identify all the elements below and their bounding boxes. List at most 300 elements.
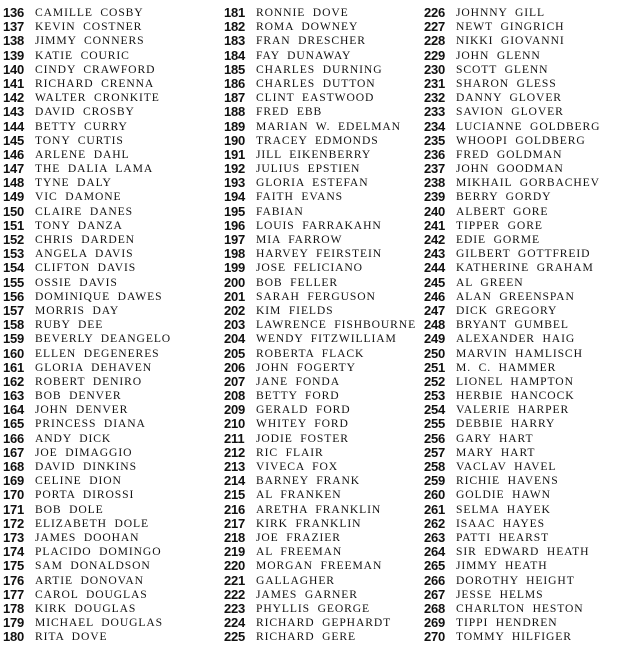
entry-name: FAITH EVANS bbox=[256, 190, 344, 204]
entry-name: GARY HART bbox=[456, 431, 534, 445]
entry-number: 192 bbox=[224, 161, 246, 177]
list-item bbox=[3, 602, 213, 616]
list-item bbox=[224, 105, 424, 119]
list-item bbox=[3, 304, 213, 318]
list-item bbox=[424, 105, 631, 119]
list-item bbox=[224, 276, 424, 290]
entry-number: 196 bbox=[224, 217, 246, 233]
entry-number: 168 bbox=[3, 459, 25, 474]
entry-name: KEVIN COSTNER bbox=[35, 20, 143, 34]
entry-name: PRINCESS DIANA bbox=[35, 417, 146, 431]
entry-number: 204 bbox=[224, 331, 246, 347]
entry-name: JAMES GARNER bbox=[256, 587, 358, 601]
entry-name: KIRK DOUGLAS bbox=[35, 601, 137, 615]
entry-name: CHARLTON HESTON bbox=[456, 601, 584, 615]
entry-number: 150 bbox=[3, 203, 25, 219]
entry-number: 270 bbox=[424, 629, 446, 645]
entry-number: 197 bbox=[224, 232, 246, 247]
list-item bbox=[3, 488, 213, 502]
list-item bbox=[3, 120, 213, 134]
entry-name: GLORIA DEHAVEN bbox=[35, 360, 152, 374]
entry-name: OSSIE DAVIS bbox=[35, 275, 118, 289]
entry-name: AL GREEN bbox=[456, 275, 524, 289]
entry-name: JOE DIMAGGIO bbox=[35, 445, 133, 459]
entry-name: BEVERLY DEANGELO bbox=[35, 332, 172, 346]
entry-number: 173 bbox=[3, 529, 25, 545]
list-item bbox=[224, 34, 424, 48]
entry-number: 171 bbox=[3, 501, 25, 517]
entry-name: WHOOPI GOLDBERG bbox=[456, 133, 586, 147]
entry-name: DICK GREGORY bbox=[456, 303, 558, 317]
entry-number: 245 bbox=[424, 274, 446, 290]
entry-number: 220 bbox=[224, 558, 246, 574]
entry-name: BETTY FORD bbox=[256, 389, 340, 403]
list-item bbox=[224, 49, 424, 63]
entry-name: JODIE FOSTER bbox=[256, 431, 349, 445]
entry-number: 226 bbox=[424, 5, 446, 20]
list-item bbox=[3, 616, 213, 630]
entry-name: DAVID DINKINS bbox=[35, 460, 137, 473]
entry-name: WHITEY FORD bbox=[256, 417, 349, 431]
entry-number: 193 bbox=[224, 175, 246, 191]
entry-name: JIMMY CONNERS bbox=[35, 34, 145, 48]
entry-number: 174 bbox=[3, 544, 25, 560]
list-item bbox=[3, 261, 213, 275]
entry-number: 186 bbox=[224, 75, 246, 91]
list-item bbox=[224, 120, 424, 134]
list-item bbox=[224, 148, 424, 162]
entry-number: 202 bbox=[224, 302, 246, 318]
entry-number: 231 bbox=[424, 75, 446, 91]
list-item bbox=[424, 417, 631, 431]
list-item bbox=[224, 417, 424, 431]
entry-number: 234 bbox=[424, 118, 446, 134]
entry-name: SIR EDWARD HEATH bbox=[456, 545, 590, 559]
entry-name: BOB DOLE bbox=[35, 502, 104, 516]
list-item bbox=[424, 432, 631, 446]
entry-number: 185 bbox=[224, 61, 246, 77]
entry-number: 140 bbox=[3, 61, 25, 77]
list-item bbox=[424, 403, 631, 417]
list-item bbox=[224, 474, 424, 488]
entry-name: JOE FRAZIER bbox=[256, 530, 341, 544]
entry-number: 211 bbox=[224, 430, 245, 446]
entry-name: MICHAEL DOUGLAS bbox=[35, 616, 163, 630]
entry-name: HARVEY FEIRSTEIN bbox=[256, 247, 383, 261]
list-item bbox=[424, 517, 631, 531]
entry-name: LAWRENCE FISHBOURNE bbox=[256, 318, 417, 332]
entry-number: 222 bbox=[224, 586, 246, 602]
list-item bbox=[424, 261, 631, 275]
entry-number: 246 bbox=[424, 288, 446, 304]
entry-number: 228 bbox=[424, 33, 446, 49]
entry-number: 148 bbox=[3, 175, 25, 191]
entry-name: TONY DANZA bbox=[35, 218, 123, 232]
list-item bbox=[224, 602, 424, 616]
list-item bbox=[424, 162, 631, 176]
list-item bbox=[3, 176, 213, 190]
entry-number: 266 bbox=[424, 572, 446, 588]
entry-name: JOHN GLENN bbox=[456, 48, 541, 62]
list-item bbox=[424, 120, 631, 134]
list-item bbox=[424, 361, 631, 375]
list-item bbox=[224, 318, 424, 332]
entry-number: 210 bbox=[224, 416, 246, 432]
entry-number: 198 bbox=[224, 246, 246, 262]
entry-number: 149 bbox=[3, 189, 25, 205]
entry-number: 225 bbox=[224, 629, 246, 645]
entry-number: 236 bbox=[424, 146, 446, 162]
list-item bbox=[424, 545, 631, 559]
name-column-1 bbox=[3, 6, 213, 644]
entry-number: 262 bbox=[424, 515, 446, 531]
entry-name: DEBBIE HARRY bbox=[456, 417, 556, 431]
list-item bbox=[224, 176, 424, 190]
entry-name: CELINE DION bbox=[35, 474, 122, 488]
list-item bbox=[3, 34, 213, 48]
entry-number: 144 bbox=[3, 118, 25, 134]
entry-number: 232 bbox=[424, 90, 446, 106]
list-item bbox=[224, 304, 424, 318]
list-item bbox=[424, 205, 631, 219]
entry-number: 169 bbox=[3, 473, 25, 489]
entry-name: TONY CURTIS bbox=[35, 133, 124, 147]
list-item bbox=[224, 403, 424, 417]
list-item bbox=[3, 417, 213, 431]
entry-number: 240 bbox=[424, 203, 446, 219]
list-item bbox=[224, 77, 424, 91]
entry-number: 138 bbox=[3, 33, 25, 49]
entry-name: ROMA DOWNEY bbox=[256, 20, 359, 34]
entry-number: 156 bbox=[3, 288, 25, 304]
entry-name: SELMA HAYEK bbox=[456, 502, 551, 516]
entry-name: CLIFTON DAVIS bbox=[35, 261, 137, 275]
list-item bbox=[224, 6, 424, 20]
entry-name: JILL EIKENBERRY bbox=[256, 147, 372, 161]
entry-name: JAMES DOOHAN bbox=[35, 530, 140, 544]
entry-name: ANDY DICK bbox=[35, 431, 112, 445]
entry-name: RUBY DEE bbox=[35, 318, 104, 332]
entry-number: 143 bbox=[3, 104, 25, 120]
entry-name: DAVID CROSBY bbox=[35, 105, 135, 119]
entry-number: 191 bbox=[224, 146, 246, 162]
entry-number: 153 bbox=[3, 246, 25, 262]
entry-name: ELLEN DEGENERES bbox=[35, 346, 160, 360]
list-item bbox=[424, 574, 631, 588]
list-item bbox=[3, 588, 213, 602]
entry-number: 257 bbox=[424, 444, 446, 460]
entry-name: DOMINIQUE DAWES bbox=[35, 289, 163, 303]
list-item bbox=[224, 503, 424, 517]
list-item bbox=[3, 503, 213, 517]
entry-name: ANGELA DAVIS bbox=[35, 247, 134, 261]
list-item bbox=[224, 432, 424, 446]
list-item bbox=[424, 559, 631, 573]
entry-name: MARIAN W. EDELMAN bbox=[256, 119, 401, 133]
entry-number: 184 bbox=[224, 47, 246, 63]
entry-number: 157 bbox=[3, 302, 25, 318]
entry-name: SCOTT GLENN bbox=[456, 62, 549, 76]
entry-name: ISAAC HAYES bbox=[456, 516, 545, 530]
list-item bbox=[3, 332, 213, 346]
entry-number: 201 bbox=[224, 288, 246, 304]
entry-name: MORGAN FREEMAN bbox=[256, 559, 383, 573]
list-item bbox=[3, 318, 213, 332]
entry-number: 249 bbox=[424, 331, 446, 347]
entry-name: DANNY GLOVER bbox=[456, 91, 562, 105]
list-item bbox=[424, 290, 631, 304]
entry-number: 182 bbox=[224, 19, 246, 35]
list-item bbox=[224, 361, 424, 375]
entry-name: FABIAN bbox=[256, 204, 304, 218]
list-item bbox=[224, 219, 424, 233]
entry-number: 251 bbox=[424, 359, 446, 375]
list-item bbox=[3, 77, 213, 91]
list-item bbox=[224, 290, 424, 304]
list-item bbox=[224, 162, 424, 176]
list-item bbox=[3, 91, 213, 105]
list-item bbox=[424, 531, 631, 545]
entry-name: RIC FLAIR bbox=[256, 445, 324, 459]
list-item bbox=[424, 176, 631, 190]
entry-number: 146 bbox=[3, 146, 25, 162]
entry-name: ROBERT DENIRO bbox=[35, 374, 143, 388]
entry-number: 166 bbox=[3, 430, 25, 446]
entry-number: 223 bbox=[224, 600, 246, 616]
entry-name: KIRK FRANKLIN bbox=[256, 516, 362, 530]
entry-name: PLACIDO DOMINGO bbox=[35, 545, 162, 559]
list-item bbox=[424, 318, 631, 332]
entry-number: 230 bbox=[424, 61, 446, 77]
entry-number: 178 bbox=[3, 600, 25, 616]
entry-name: MARVIN HAMLISCH bbox=[456, 346, 583, 360]
entry-name: PATTI HEARST bbox=[456, 530, 550, 544]
entry-name: TIPPI HENDREN bbox=[456, 616, 558, 630]
entry-number: 219 bbox=[224, 544, 246, 560]
entry-name: SHARON GLESS bbox=[456, 76, 557, 90]
entry-name: RICHARD GEPHARDT bbox=[256, 616, 392, 630]
entry-number: 268 bbox=[424, 600, 446, 616]
entry-name: VACLAV HAVEL bbox=[456, 460, 557, 473]
list-item bbox=[424, 460, 631, 474]
entry-number: 264 bbox=[424, 544, 446, 560]
list-item bbox=[224, 233, 424, 247]
entry-name: CAROL DOUGLAS bbox=[35, 587, 148, 601]
list-item bbox=[224, 517, 424, 531]
entry-name: VIVECA FOX bbox=[256, 460, 339, 473]
list-item bbox=[224, 190, 424, 204]
entry-number: 141 bbox=[3, 75, 25, 91]
entry-number: 260 bbox=[424, 487, 446, 503]
entry-number: 187 bbox=[224, 90, 246, 106]
entry-name: GALLAGHER bbox=[256, 573, 335, 587]
list-item bbox=[3, 432, 213, 446]
entry-name: BETTY CURRY bbox=[35, 119, 128, 133]
entry-name: ARLENE DAHL bbox=[35, 147, 130, 161]
list-item bbox=[424, 34, 631, 48]
entry-name: VALERIE HARPER bbox=[456, 403, 570, 417]
entry-number: 161 bbox=[3, 359, 25, 375]
entry-number: 158 bbox=[3, 317, 25, 333]
entry-number: 212 bbox=[224, 444, 246, 460]
entry-name: ALAN GREENSPAN bbox=[456, 289, 575, 303]
entry-number: 206 bbox=[224, 359, 246, 375]
entry-name: DOROTHY HEIGHT bbox=[456, 573, 575, 587]
entry-number: 235 bbox=[424, 132, 446, 148]
entry-number: 189 bbox=[224, 118, 246, 134]
entry-number: 136 bbox=[3, 5, 25, 20]
entry-name: JIMMY HEATH bbox=[456, 559, 548, 573]
entry-name: CINDY CRAWFORD bbox=[35, 62, 156, 76]
entry-number: 250 bbox=[424, 345, 446, 361]
list-item bbox=[3, 517, 213, 531]
entry-name: ELIZABETH DOLE bbox=[35, 516, 149, 530]
list-item bbox=[224, 446, 424, 460]
entry-name: RICHARD CRENNA bbox=[35, 76, 155, 90]
name-column-2 bbox=[224, 6, 424, 644]
entry-name: ARETHA FRANKLIN bbox=[256, 502, 382, 516]
entry-number: 254 bbox=[424, 402, 446, 418]
entry-name: JULIUS EPSTIEN bbox=[256, 162, 361, 176]
entry-number: 241 bbox=[424, 217, 446, 233]
entry-number: 209 bbox=[224, 402, 246, 418]
list-item bbox=[3, 446, 213, 460]
entry-name: WALTER CRONKITE bbox=[35, 91, 160, 105]
list-item bbox=[224, 616, 424, 630]
list-item bbox=[3, 545, 213, 559]
entry-name: MIA FARROW bbox=[256, 233, 343, 246]
entry-name: JOSE FELICIANO bbox=[256, 261, 363, 275]
entry-name: MARY HART bbox=[456, 445, 536, 459]
entry-number: 252 bbox=[424, 373, 446, 389]
entry-number: 229 bbox=[424, 47, 446, 63]
entry-number: 267 bbox=[424, 586, 446, 602]
entry-number: 261 bbox=[424, 501, 446, 517]
entry-number: 147 bbox=[3, 161, 25, 177]
entry-number: 207 bbox=[224, 373, 246, 389]
list-item bbox=[3, 63, 213, 77]
entry-number: 183 bbox=[224, 33, 246, 49]
entry-name: CLINT EASTWOOD bbox=[256, 91, 375, 105]
list-item bbox=[224, 488, 424, 502]
list-item bbox=[424, 488, 631, 502]
entry-number: 154 bbox=[3, 260, 25, 276]
entry-number: 258 bbox=[424, 459, 446, 474]
entry-number: 233 bbox=[424, 104, 446, 120]
entry-name: CHARLES DURNING bbox=[256, 62, 383, 76]
list-item bbox=[224, 375, 424, 389]
entry-number: 265 bbox=[424, 558, 446, 574]
entry-name: GLORIA ESTEFAN bbox=[256, 176, 369, 190]
list-item bbox=[424, 49, 631, 63]
list-item bbox=[424, 6, 631, 20]
entry-name: TIPPER GORE bbox=[456, 218, 543, 232]
entry-number: 208 bbox=[224, 388, 246, 404]
list-item bbox=[424, 446, 631, 460]
list-item bbox=[224, 588, 424, 602]
list-item bbox=[3, 219, 213, 233]
entry-number: 181 bbox=[224, 5, 246, 20]
entry-number: 179 bbox=[3, 615, 25, 631]
list-item bbox=[224, 460, 424, 474]
list-item bbox=[424, 347, 631, 361]
entry-name: ALBERT GORE bbox=[456, 204, 549, 218]
entry-number: 137 bbox=[3, 19, 25, 35]
list-item bbox=[224, 559, 424, 573]
list-item bbox=[224, 134, 424, 148]
list-item bbox=[424, 332, 631, 346]
entry-number: 190 bbox=[224, 132, 246, 148]
list-item bbox=[3, 361, 213, 375]
list-item bbox=[224, 574, 424, 588]
entry-number: 221 bbox=[224, 572, 246, 588]
entry-number: 145 bbox=[3, 132, 25, 148]
entry-name: RICHIE HAVENS bbox=[456, 474, 559, 488]
entry-name: SAVION GLOVER bbox=[456, 105, 564, 119]
list-item bbox=[3, 20, 213, 34]
list-item bbox=[3, 205, 213, 219]
entry-name: CHRIS DARDEN bbox=[35, 233, 135, 246]
entry-name: NIKKI GIOVANNI bbox=[456, 34, 565, 48]
list-item bbox=[424, 389, 631, 403]
list-item bbox=[424, 630, 631, 644]
list-item bbox=[424, 304, 631, 318]
entry-number: 214 bbox=[224, 473, 246, 489]
list-item bbox=[224, 63, 424, 77]
entry-name: SARAH FERGUSON bbox=[256, 289, 376, 303]
entry-name: FRED GOLDMAN bbox=[456, 147, 563, 161]
entry-name: FRAN DRESCHER bbox=[256, 34, 366, 48]
list-item bbox=[3, 105, 213, 119]
entry-number: 195 bbox=[224, 203, 246, 219]
entry-name: FRED EBB bbox=[256, 105, 323, 119]
list-item bbox=[3, 6, 213, 20]
entry-name: MORRIS DAY bbox=[35, 303, 120, 317]
list-item bbox=[224, 91, 424, 105]
list-item bbox=[424, 588, 631, 602]
entry-name: BOB FELLER bbox=[256, 275, 339, 289]
entry-name: SAM DONALDSON bbox=[35, 559, 151, 573]
entry-name: FAY DUNAWAY bbox=[256, 48, 352, 62]
entry-name: EDIE GORME bbox=[456, 233, 540, 246]
entry-number: 218 bbox=[224, 529, 246, 545]
entry-name: ROBERTA FLACK bbox=[256, 346, 365, 360]
entry-name: TRACEY EDMONDS bbox=[256, 133, 379, 147]
entry-name: HERBIE HANCOCK bbox=[456, 389, 575, 403]
list-item bbox=[424, 602, 631, 616]
entry-name: JOHN FOGERTY bbox=[256, 360, 356, 374]
list-item bbox=[224, 20, 424, 34]
list-item bbox=[3, 347, 213, 361]
entry-name: BOB DENVER bbox=[35, 389, 122, 403]
entry-number: 175 bbox=[3, 558, 25, 574]
list-item bbox=[224, 347, 424, 361]
list-item bbox=[224, 630, 424, 644]
entry-name: WENDY FITZWILLIAM bbox=[256, 332, 397, 346]
entry-number: 139 bbox=[3, 47, 25, 63]
entry-number: 269 bbox=[424, 615, 446, 631]
entry-number: 200 bbox=[224, 274, 246, 290]
entry-name: JOHNNY GILL bbox=[456, 6, 545, 19]
entry-name: RONNIE DOVE bbox=[256, 6, 349, 19]
entry-name: BARNEY FRANK bbox=[256, 474, 361, 488]
entry-name: PHYLLIS GEORGE bbox=[256, 601, 370, 615]
list-item bbox=[424, 77, 631, 91]
list-item bbox=[424, 134, 631, 148]
list-item bbox=[424, 63, 631, 77]
name-column-3 bbox=[424, 6, 631, 644]
list-item bbox=[224, 205, 424, 219]
